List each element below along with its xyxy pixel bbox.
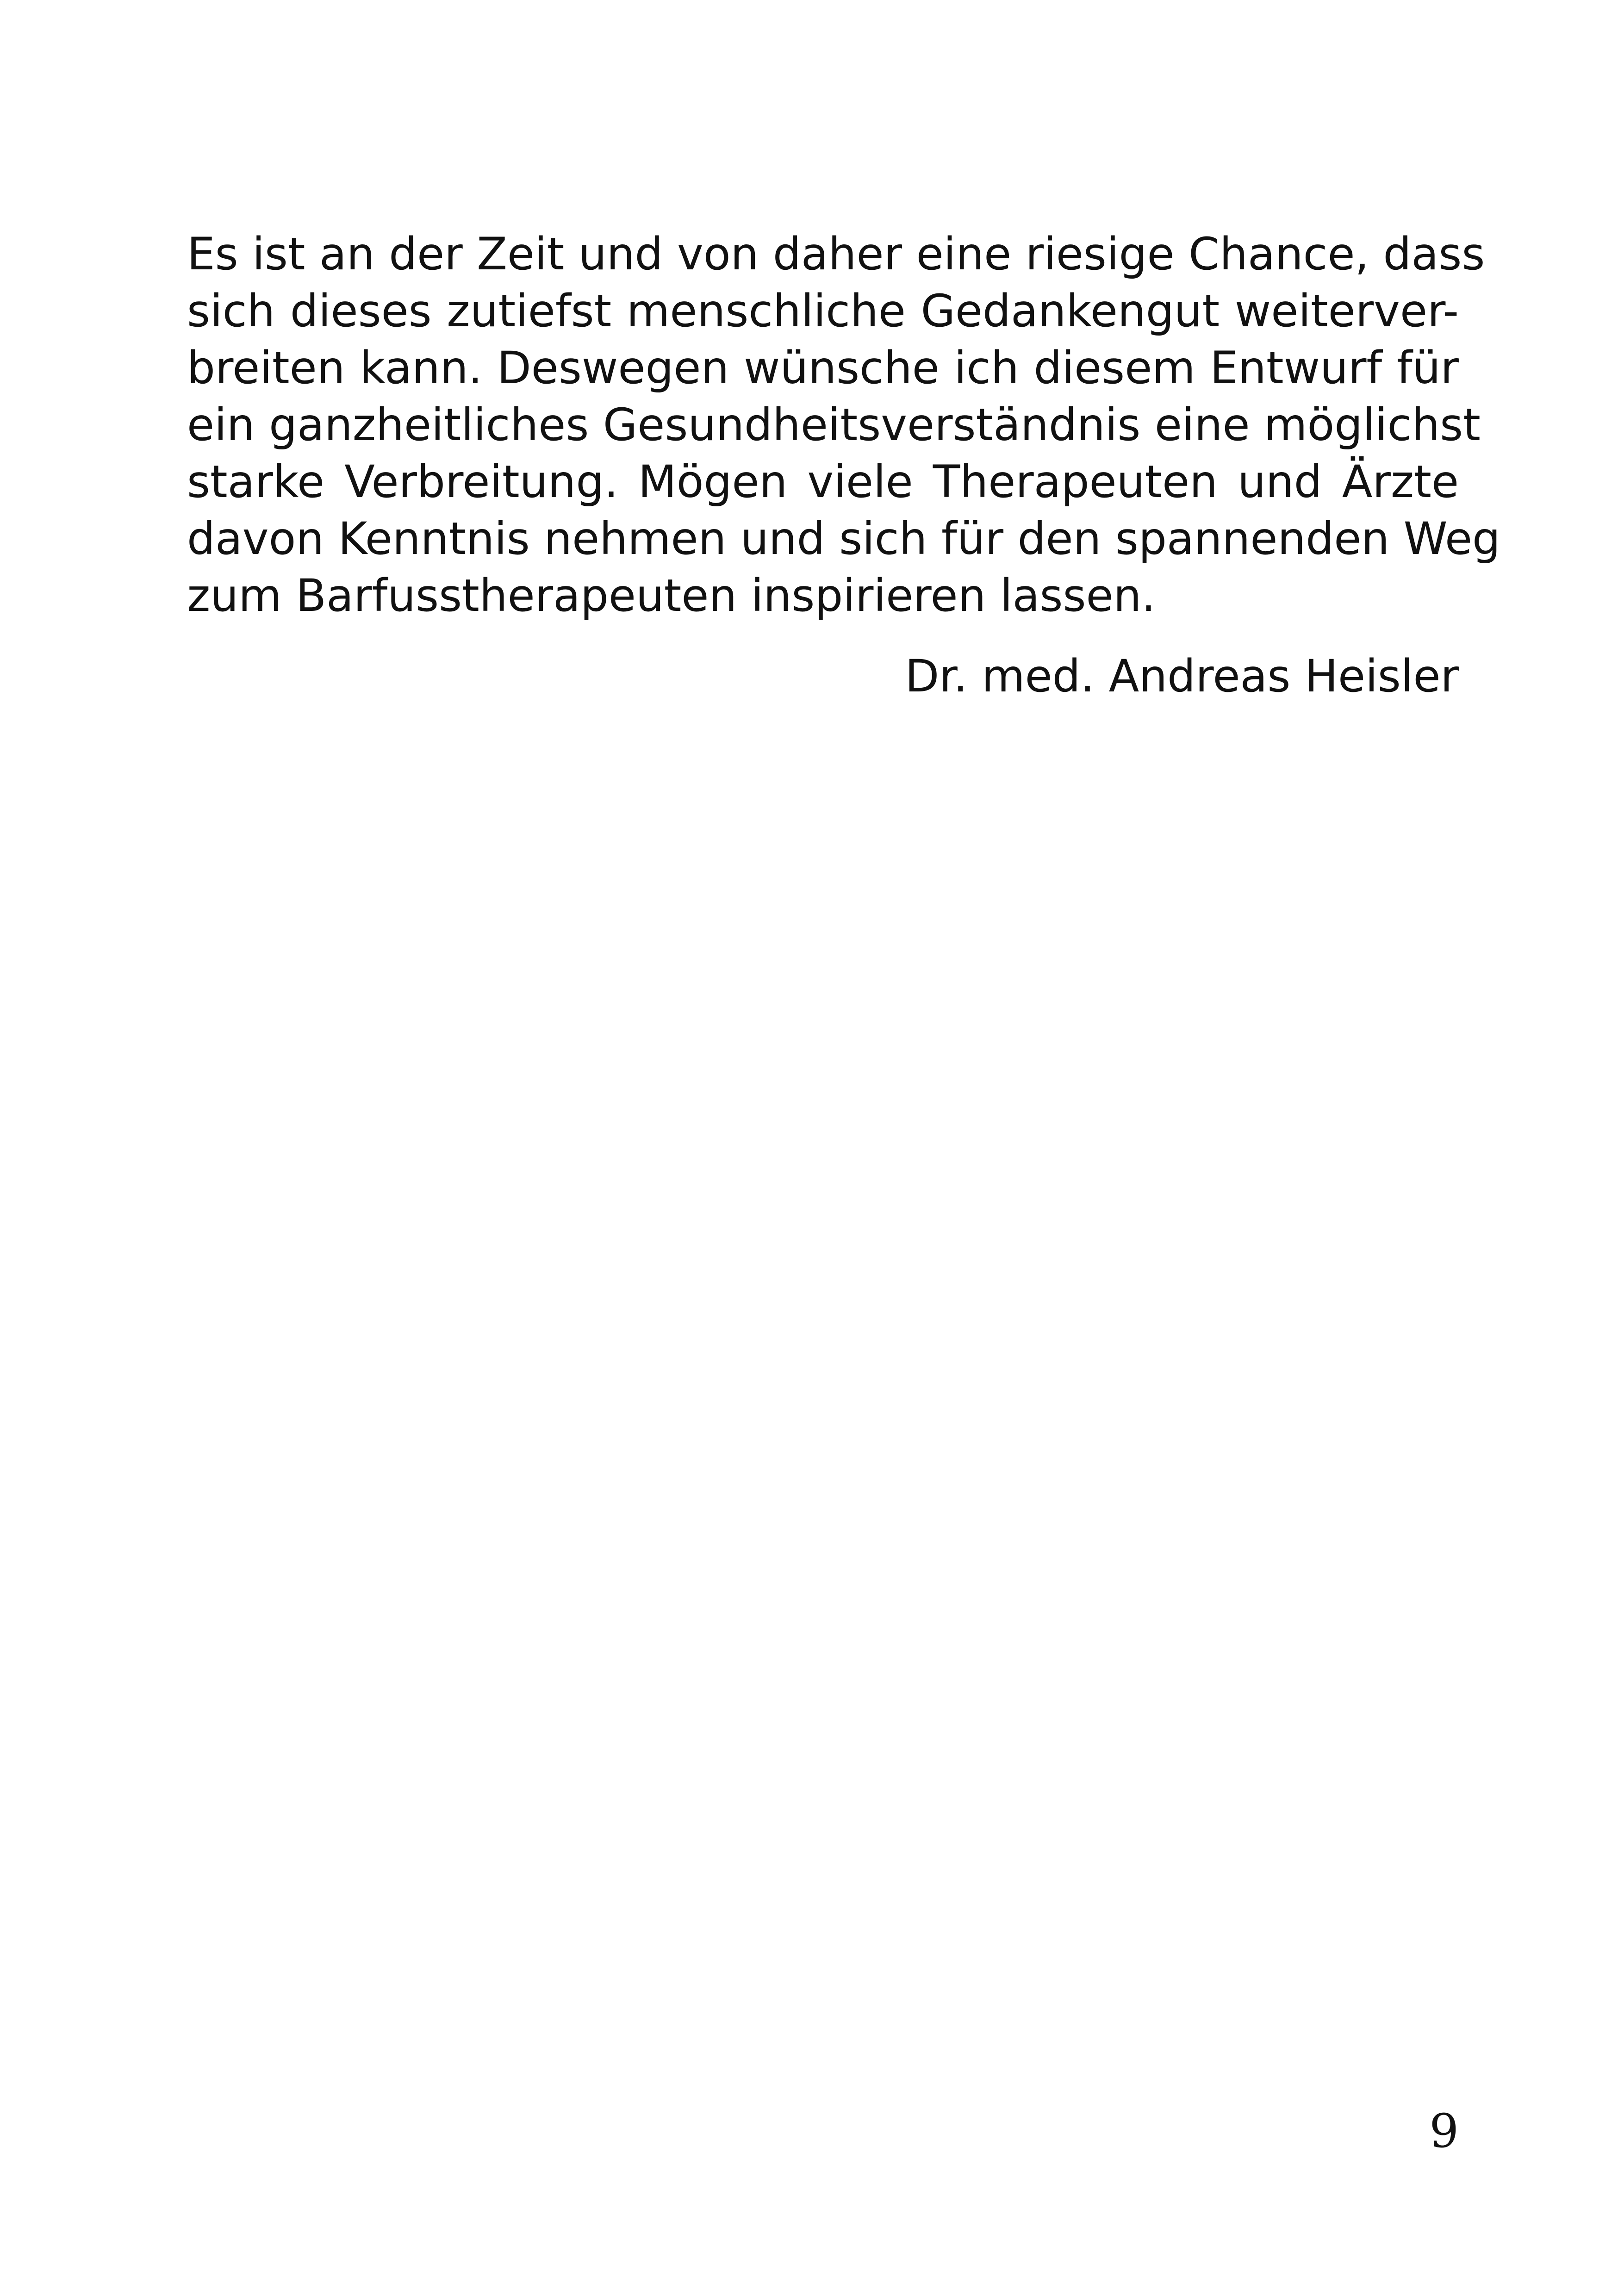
paragraph-line: starke Verbreitung. Mögen viele Therapeuten und Ärzte: [187, 456, 1459, 508]
paragraph-line: breiten kann. Deswegen wünsche ich diesem Entwurf für: [187, 342, 1459, 394]
paragraph-line: davon Kenntnis nehmen und sich für den spannenden Weg: [187, 513, 1500, 565]
paragraph-line: ein ganzheitliches Gesundheitsverständnis eine möglichst: [187, 399, 1481, 451]
paragraph-line: sich dieses zutiefst menschliche Gedankengut weiterver-: [187, 285, 1459, 337]
paragraph-line: zum Barfusstherapeuten inspirieren lassen.: [187, 570, 1156, 622]
body-paragraph: [187, 226, 1500, 624]
page-number: 9: [1429, 2104, 1459, 2158]
paragraph-line: Es ist an der Zeit und von daher eine riesige Chance, dass: [187, 228, 1485, 280]
author-signature: Dr. med. Andreas Heisler: [905, 650, 1459, 702]
